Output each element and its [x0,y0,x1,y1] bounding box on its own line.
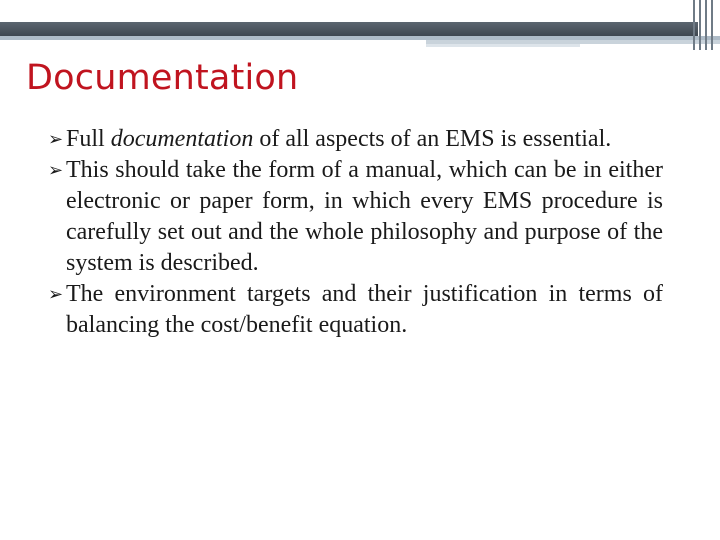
bullet-item-3 [48,279,663,341]
header-accent-stripe-short [426,44,580,47]
arrow-bullet-icon: ➢ [48,160,64,181]
bullet-text-1c: of all aspects of an EMS is essential. [253,126,612,152]
arrow-bullet-icon: ➢ [48,129,64,150]
header-decoration-band [0,0,720,22]
header-dark-stripe [0,22,698,36]
bullet-text-1b: documentation [110,126,254,152]
bullet-list [48,124,663,341]
slide-title: Documentation [26,58,299,98]
bullet-text-1a: Full [66,126,111,152]
bullet-item-2 [48,155,663,279]
bullet-text-3: The environment targets and their justification in terms of balancing the cost/benefit equation. [66,281,663,338]
bullet-text-2: This should take the form of a manual, which can be in either electronic or paper form, in which every EMS procedure is carefully set out and the whole philosophy and purpose of the system is described. [66,157,663,276]
arrow-bullet-icon: ➢ [48,284,64,305]
bullet-item-1 [48,124,663,155]
corner-decoration [693,0,720,50]
